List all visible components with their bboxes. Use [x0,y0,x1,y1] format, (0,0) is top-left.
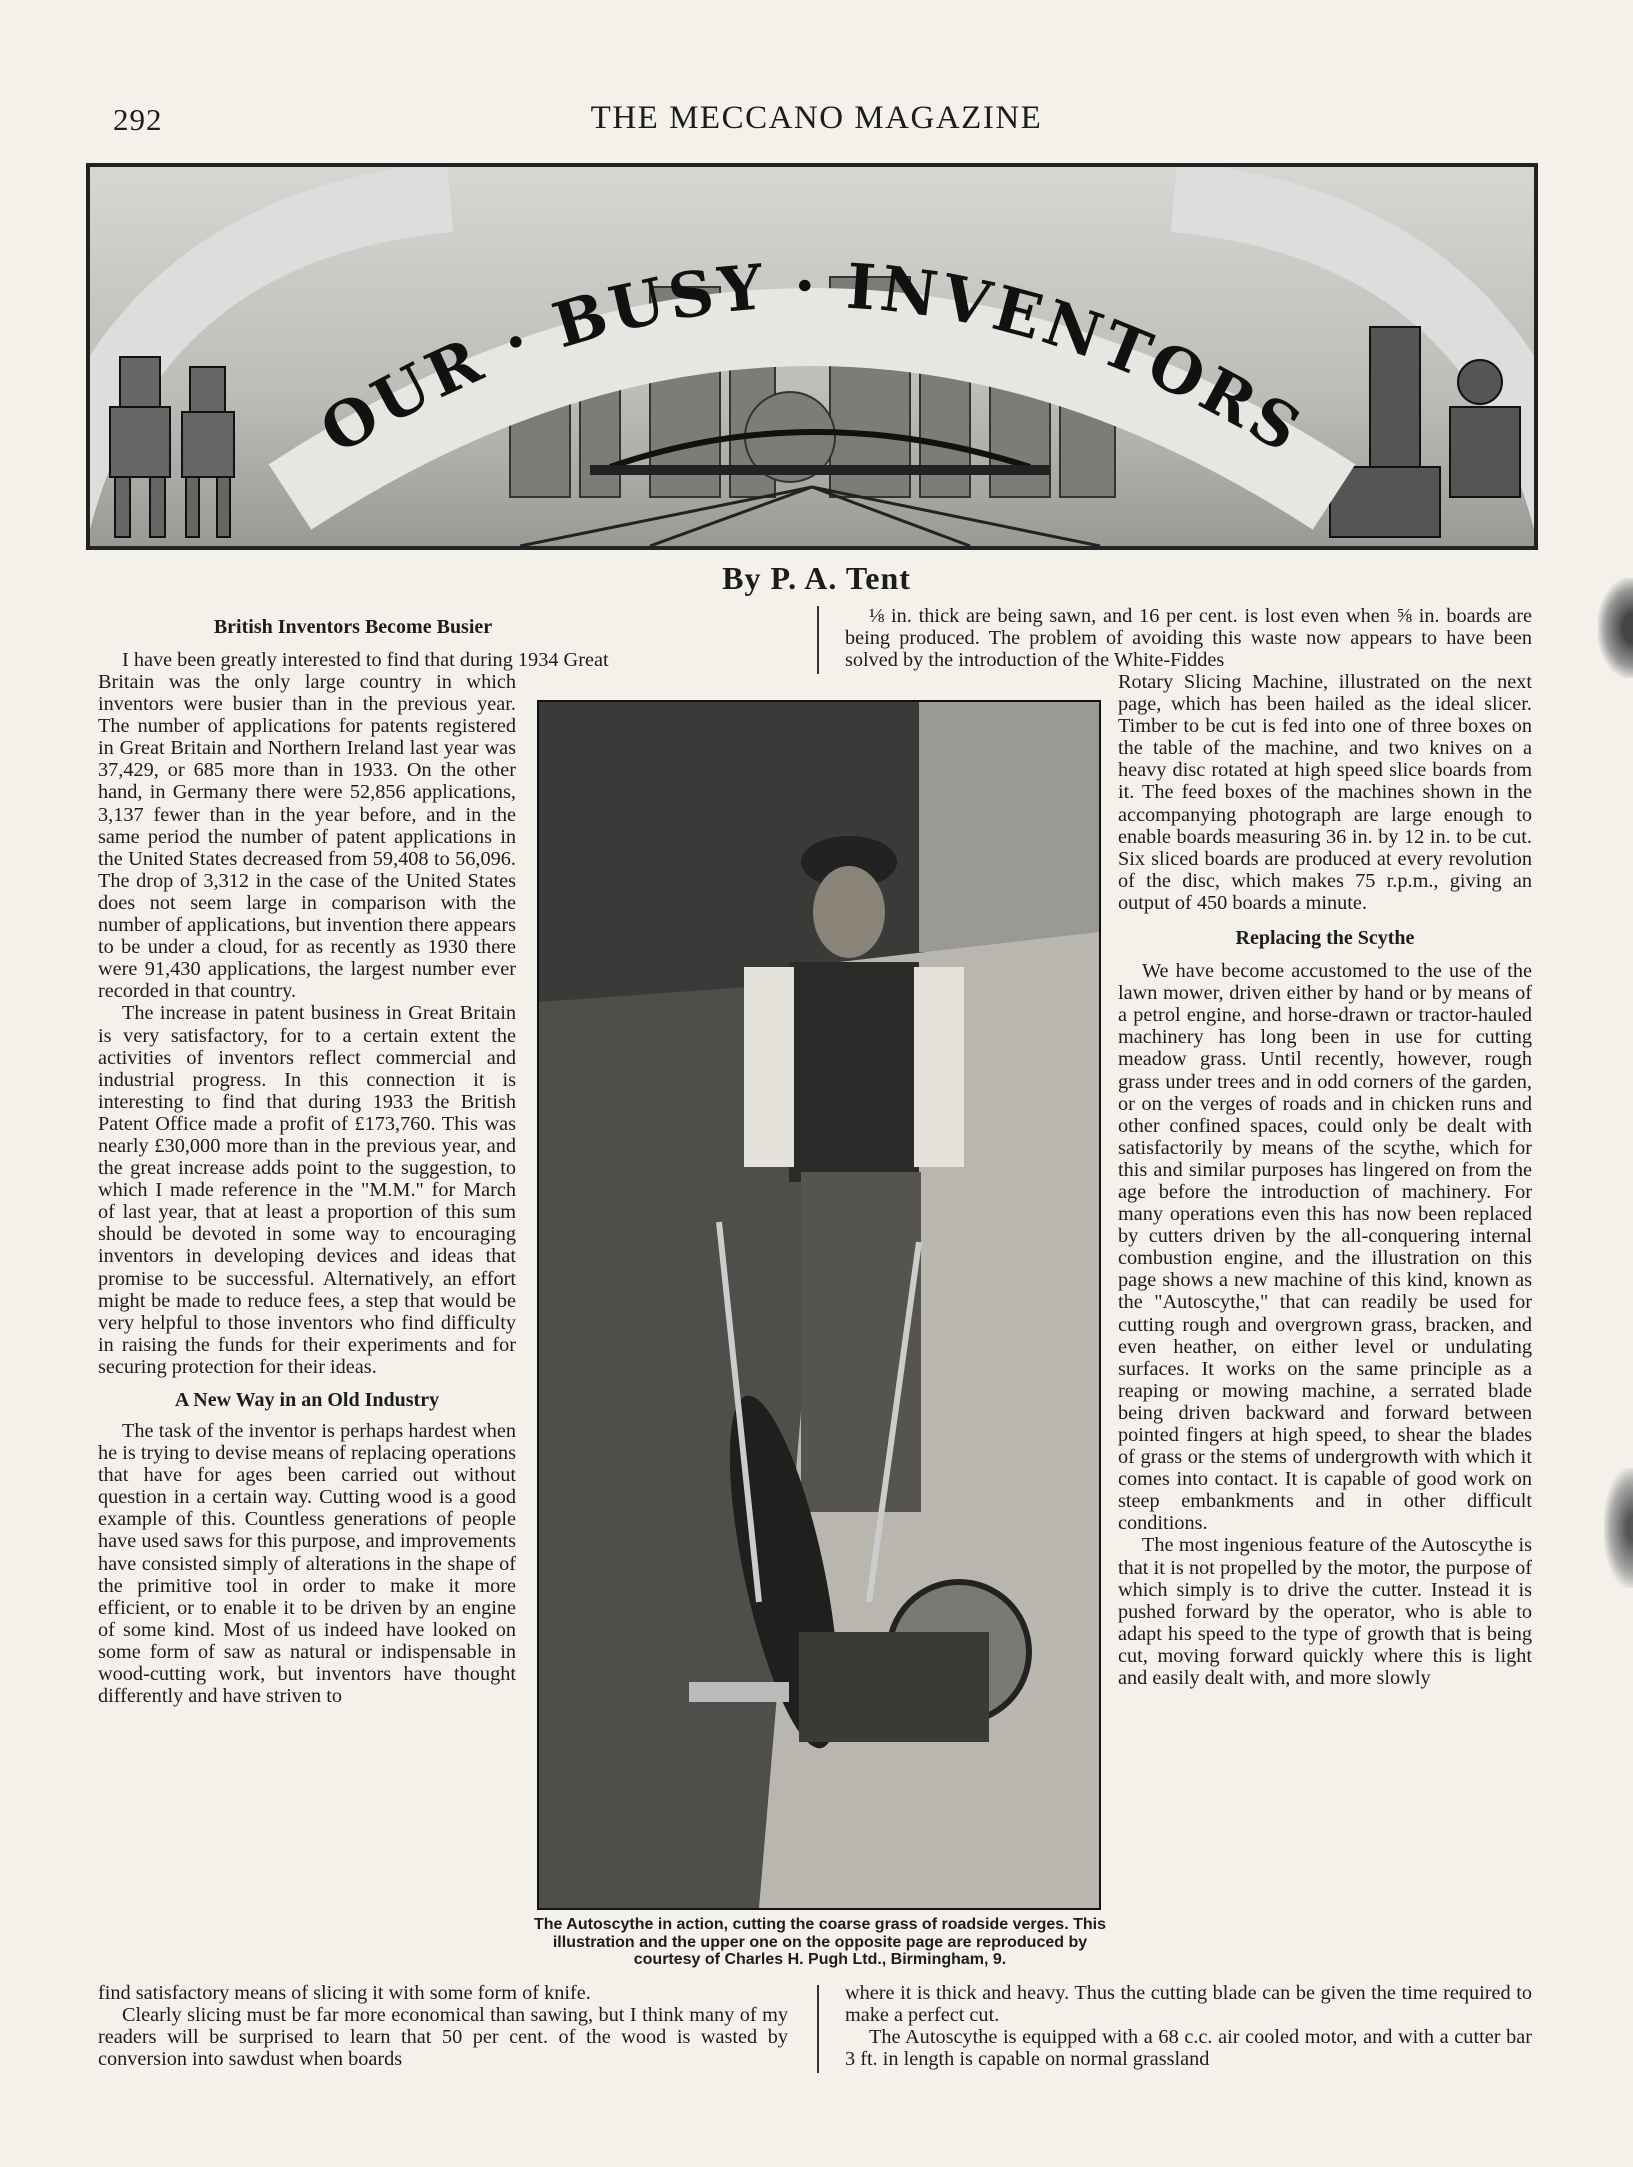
autoscythe-photo [537,700,1101,1910]
photo-art [539,702,1099,1908]
binding-clip-bottom [1604,1468,1633,1588]
bottom-right-paragraph-2: The Autoscythe is equipped with a 68 c.c. air cooled motor, and with a cutter bar 3 ft. in length is capable on normal grassland [845,2026,1532,2071]
bottom-right-paragraph-1: where it is thick and heavy. Thus the cutting blade can be given the time required to make a perfect cut. [845,1982,1532,2027]
photo-caption: The Autoscythe in action, cutting the coarse grass of roadside verges. This illustration and the upper one on the opposite page are reproduced by courtesy of Charles H. Pugh Ltd., Birmingham, 9. [534,1916,1106,1968]
heading-british-inventors: British Inventors Become Busier [213,616,493,638]
bottom-left-paragraph: Clearly slicing must be far more economical than sawing, but I think many of my readers will be surprised to learn that 50 per cent. of the wood is wasted by conversion into sawdust when boards [98,2004,788,2071]
page-number: 292 [113,102,163,137]
magazine-title: THE MECCANO MAGAZINE [590,100,1043,136]
binding-clip-top [1598,578,1633,678]
heading-replacing-scythe: Replacing the Scythe [1235,927,1415,950]
banner-title: OUR · BUSY · INVENTORS [308,248,1316,469]
paragraph-patent-stats: Britain was the only large country in which inventors were busier than in the previous year. The number of applications for patents registered in Great Britain and Northern Ireland last year was 37,429, or 685 more than in 1933. On the other hand, in Germany there were 52,856 applications, 3,137 fewer than in the year before, and in the same period the number of patent applications in the United States decreased from 59,408 to 56,096. The drop of 3,312 in the case of the United States does not seem large in comparison with the number of applications, but invention there appears to be under a cloud, for as recently as 1930 there were 91,430 applications, the largest number ever recorded in that country. [98,671,516,1003]
paragraph-scythe: We have become accustomed to the use of the lawn mower, driven either by hand or by means of a petrol engine, and horse-drawn or tractor-hauled machinery has long been in use for cutting meadow grass. Until recently, however, rough grass under trees and in odd corners of the garden, or on the verges of roads and in chicken runs and other confined spaces, could only be dealt with satisfactorily by means of the scythe, which for this and similar purposes has lingered on from the age before the introduction of machinery. For many operations even this has now been replaced by cutters driven by the all-conquering internal combustion engine, and the illustration on this page shows a new machine of this kind, known as the "Autoscythe," that can readily be used for cutting rough and overgrown grass, bracken, and even heather, on either level or undulating surfaces. It works on the same principle as a reaping or mowing machine, a serrated blade being driven backward and forward between pointed fingers at high speed, to shear the blades of grass or the stems of undergrowth with which it comes into contact. It is capable of good work on steep embankments and in other difficult conditions. [1118,960,1532,1535]
right-top-paragraph: ⅛ in. thick are being sawn, and 16 per cent. is lost even when ⅝ in. boards are being produced. The problem of avoiding this waste now appears to have been solved by the introduction of the White-Fiddes [845,605,1532,672]
left-column [98,671,516,1707]
column-rule-top [817,606,819,674]
heading-new-way: A New Way in an Old Industry [174,1389,440,1411]
byline: By P. A. Tent [722,560,911,596]
banner-art [90,167,1534,546]
paragraph-patent-business: The increase in patent business in Great Britain is very satisfactory, for to a certain extent the activities of inventors reflect commercial and industrial progress. In this connection it is interesting to find that during 1933 the British Patent Office made a profit of £173,760. This was nearly £30,000 more than in the previous year, and the great increase adds point to the suggestion, to which I made reference in the "M.M." for March of last year, that at least a proportion of this sum should be devoted in some way to encouraging inventors in developing devices and ideas that promise to be successful. Alternatively, an effort might be made to reduce fees, a step that would be very helpful to those inventors who find difficulty in raising the funds for their experiments and for securing protection for their ideas. [98,1002,516,1378]
bottom-left-line: find satisfactory means of slicing it with some form of knife. [98,1982,591,2004]
paragraph-autoscythe-feature: The most ingenious feature of the Autoscythe is that it is not propelled by the motor, the purpose of which simply is to drive the cutter. Instead it is pushed forward by the operator, who is able to adapt his speed to the type of growth that is being cut, moving forward quickly where this is light and easily dealt with, and more slowly [1118,1534,1532,1690]
column-rule-bottom [817,1985,819,2073]
paragraph-cutting-wood: The task of the inventor is perhaps hardest when he is trying to devise means of replacing operations that have for ages been carried out without question in a certain way. Cutting wood is a good example of this. Countless generations of people have used saws for this purpose, and improvements have consisted simply of alterations in the shape of the primitive tool in order to make it more efficient, or to enable it to be driven by an engine of some kind. Most of us indeed have looked on some form of saw as natural or indispensable in wood-cutting work, but inventors have thought differently and have striven to [98,1420,516,1708]
right-column [1118,671,1532,1689]
lead-line: I have been greatly interested to find that during 1934 Great [122,649,609,671]
banner-illustration [86,163,1538,550]
paragraph-rotary-slicing: Rotary Slicing Machine, illustrated on the next page, which has been hailed as the ideal slicer. Timber to be cut is fed into one of three boxes on the table of the machine, and two knives on a heavy disc rotated at high speed slice boards from it. The feed boxes of the machines shown in the accompanying photograph are large enough to enable boards measuring 36 in. by 12 in. to be cut. Six sliced boards are produced at every revolution of the disc, which makes 75 r.p.m., giving an output of 450 boards a minute. [1118,671,1532,914]
